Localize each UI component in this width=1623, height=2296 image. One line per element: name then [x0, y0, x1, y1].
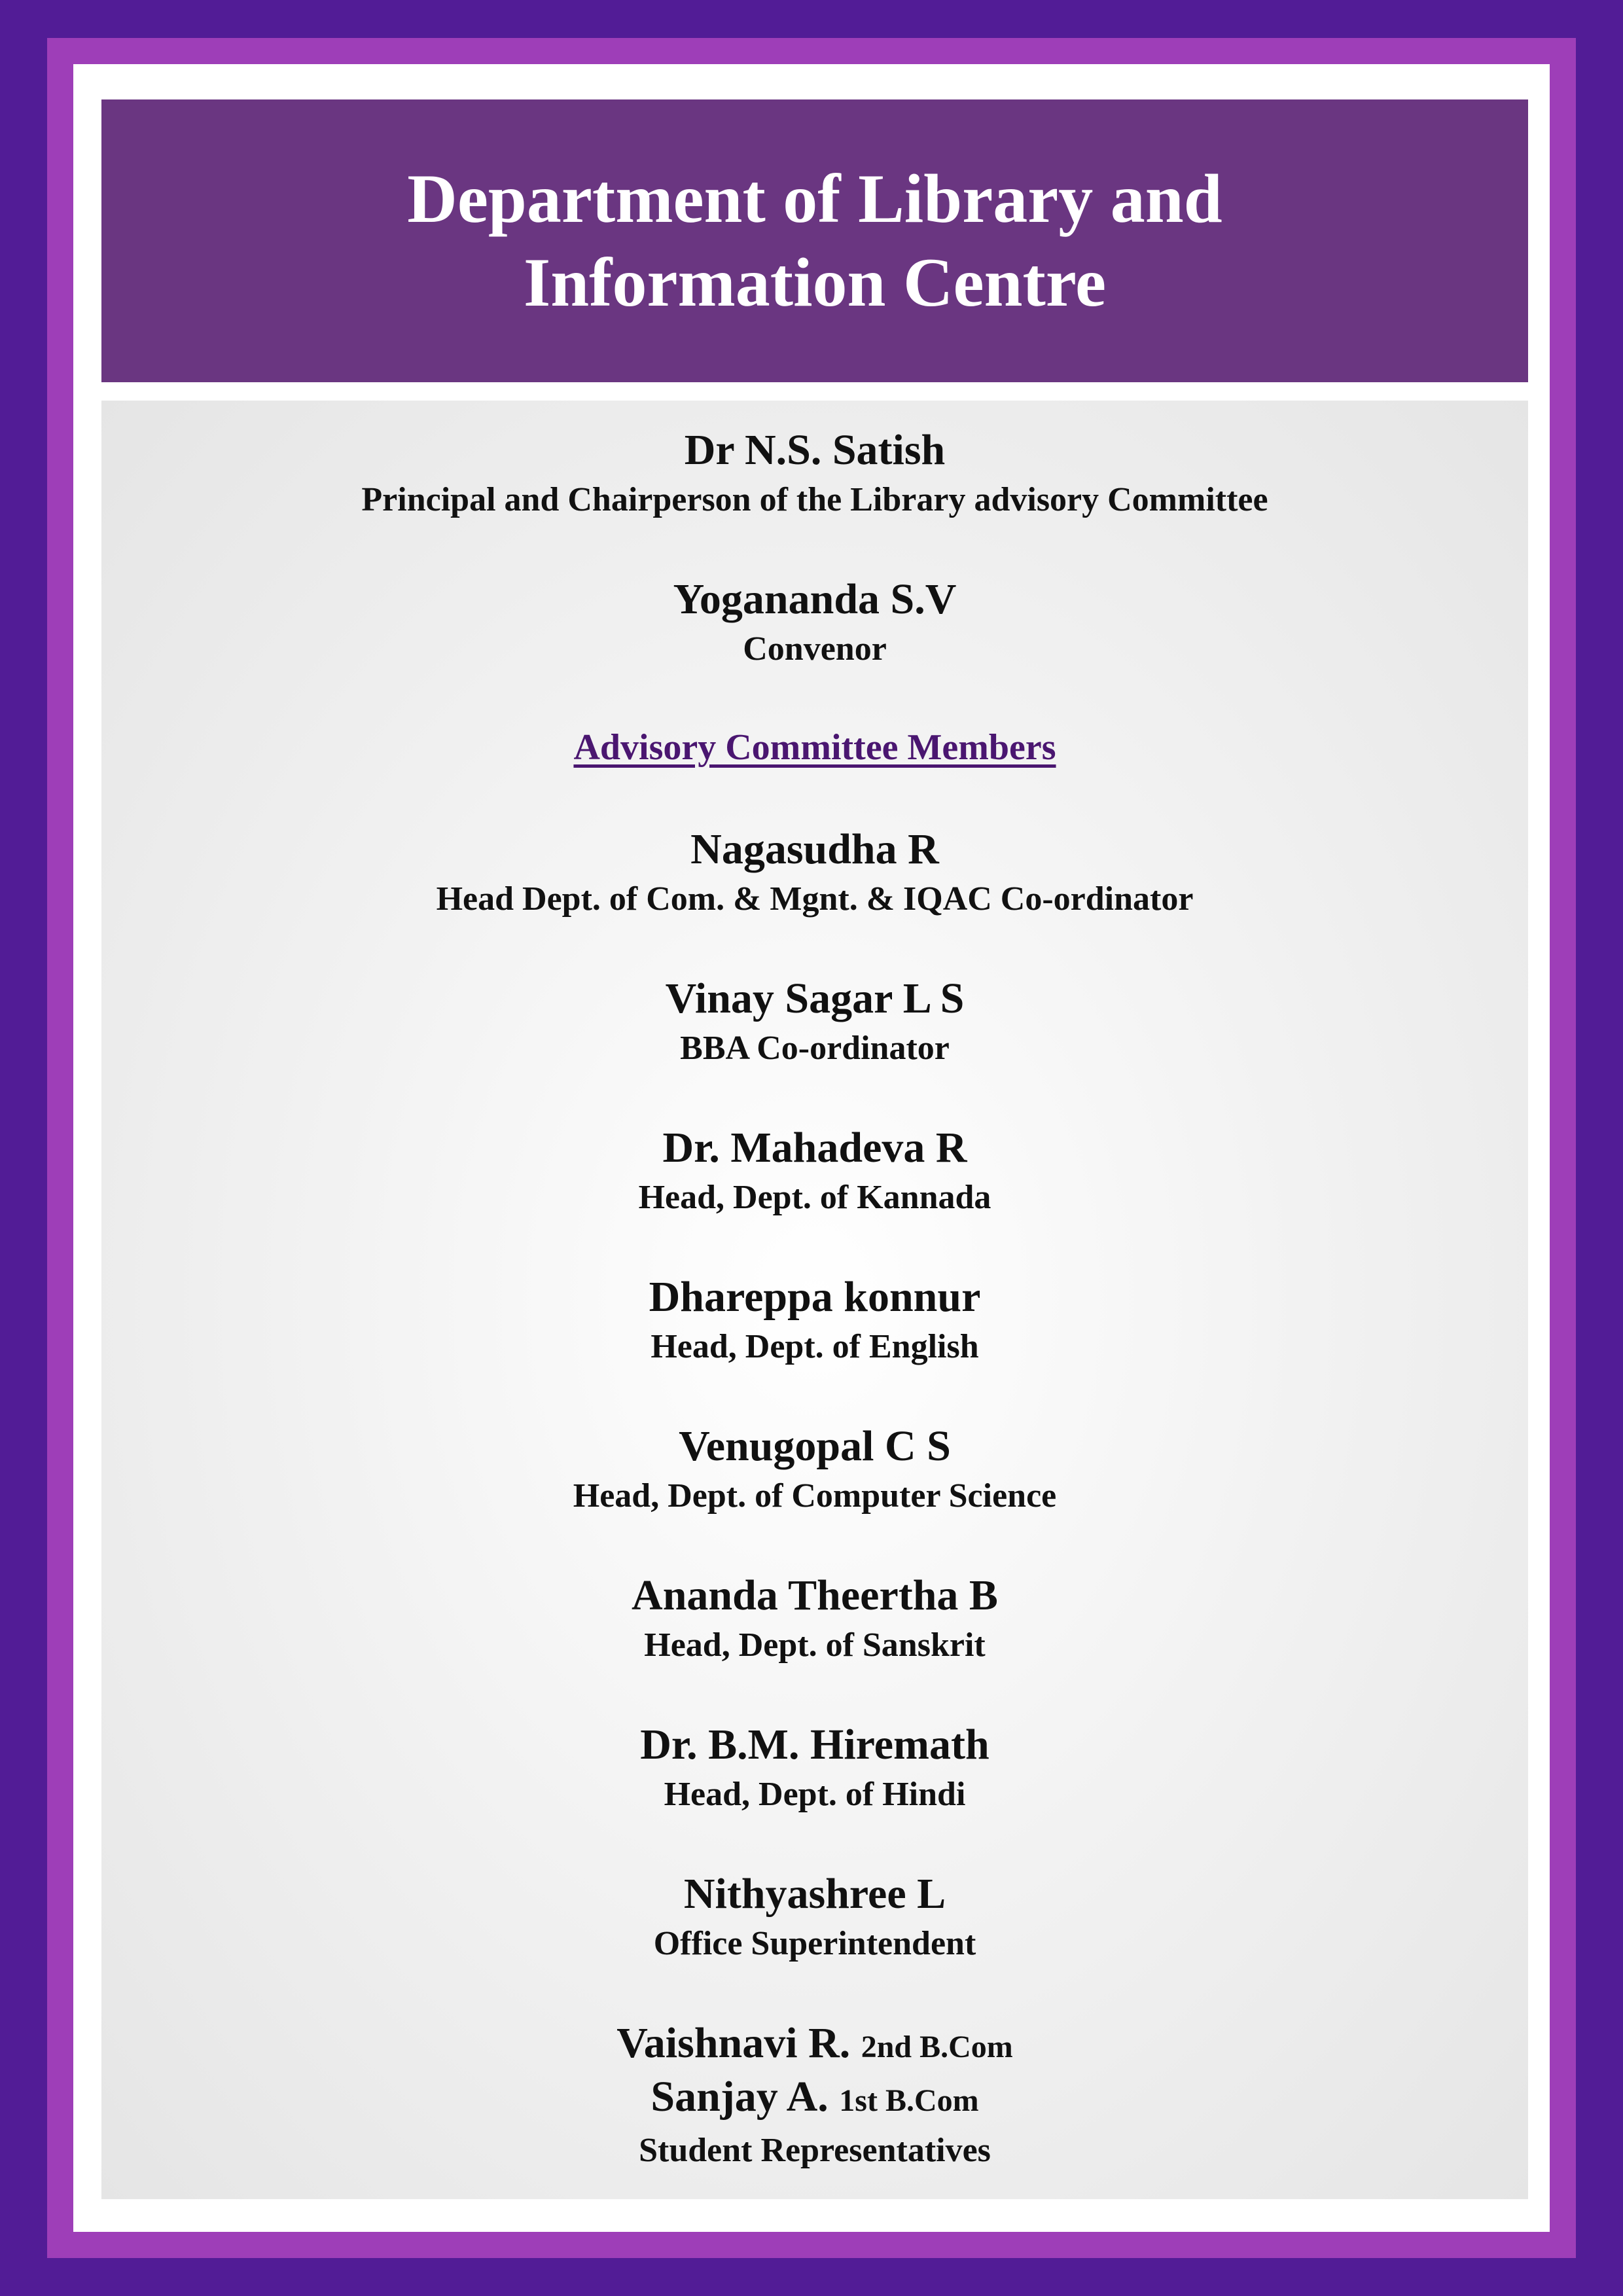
member-name: Nithyashree L: [683, 1870, 946, 1918]
student-representatives-label: Student Representatives: [639, 2132, 991, 2169]
member-role: Head, Dept. of Sanskrit: [644, 1626, 986, 1664]
member-name: Nagasudha R: [690, 825, 939, 873]
student-class: 2nd B.Com: [861, 2030, 1013, 2064]
principal-name: Dr N.S. Satish: [684, 426, 946, 474]
member-name: Dr. B.M. Hiremath: [640, 1721, 990, 1768]
member-item: [101, 1422, 1528, 1521]
principal-block: [101, 425, 1528, 525]
member-item: [101, 1272, 1528, 1372]
member-item: [101, 1571, 1528, 1670]
student-line: [101, 2072, 1528, 2126]
member-role: Head, Dept. of English: [651, 1328, 979, 1365]
member-item: [101, 974, 1528, 1073]
member-role: Head, Dept. of Kannada: [638, 1179, 991, 1216]
convenor-name: Yogananda S.V: [673, 575, 957, 623]
convenor-block: [101, 575, 1528, 674]
member-item: [101, 825, 1528, 924]
member-role: BBA Co-ordinator: [680, 1030, 950, 1067]
member-role: Head Dept. of Com. & Mgnt. & IQAC Co-ordinator: [436, 880, 1194, 918]
member-name: Venugopal C S: [679, 1422, 951, 1470]
header-banner: [101, 99, 1528, 382]
member-item: [101, 1720, 1528, 1820]
content-panel: [101, 401, 1528, 2199]
member-role: Head, Dept. of Hindi: [664, 1776, 966, 1813]
student-class: 1st B.Com: [839, 2083, 979, 2118]
member-name: Ananda Theertha B: [632, 1571, 998, 1619]
member-name: Vinay Sagar L S: [665, 975, 965, 1022]
member-role: Head, Dept. of Computer Science: [573, 1477, 1057, 1515]
page-title: Department of Library and Information Centre: [407, 160, 1222, 321]
principal-role: Principal and Chairperson of the Library advisory Committee: [361, 481, 1268, 518]
committee-heading: Advisory Committee Members: [573, 727, 1056, 768]
student-representatives-block: [101, 2018, 1528, 2176]
member-role: Office Superintendent: [653, 1925, 976, 1962]
member-name: Dhareppa konnur: [649, 1273, 981, 1321]
student-name: Sanjay A.: [651, 2073, 829, 2121]
student-name: Vaishnavi R.: [616, 2019, 851, 2067]
member-name: Dr. Mahadeva R: [662, 1124, 967, 1172]
member-item: [101, 1869, 1528, 1969]
convenor-role: Convenor: [743, 630, 887, 668]
student-line: [101, 2018, 1528, 2072]
member-item: [101, 1123, 1528, 1223]
